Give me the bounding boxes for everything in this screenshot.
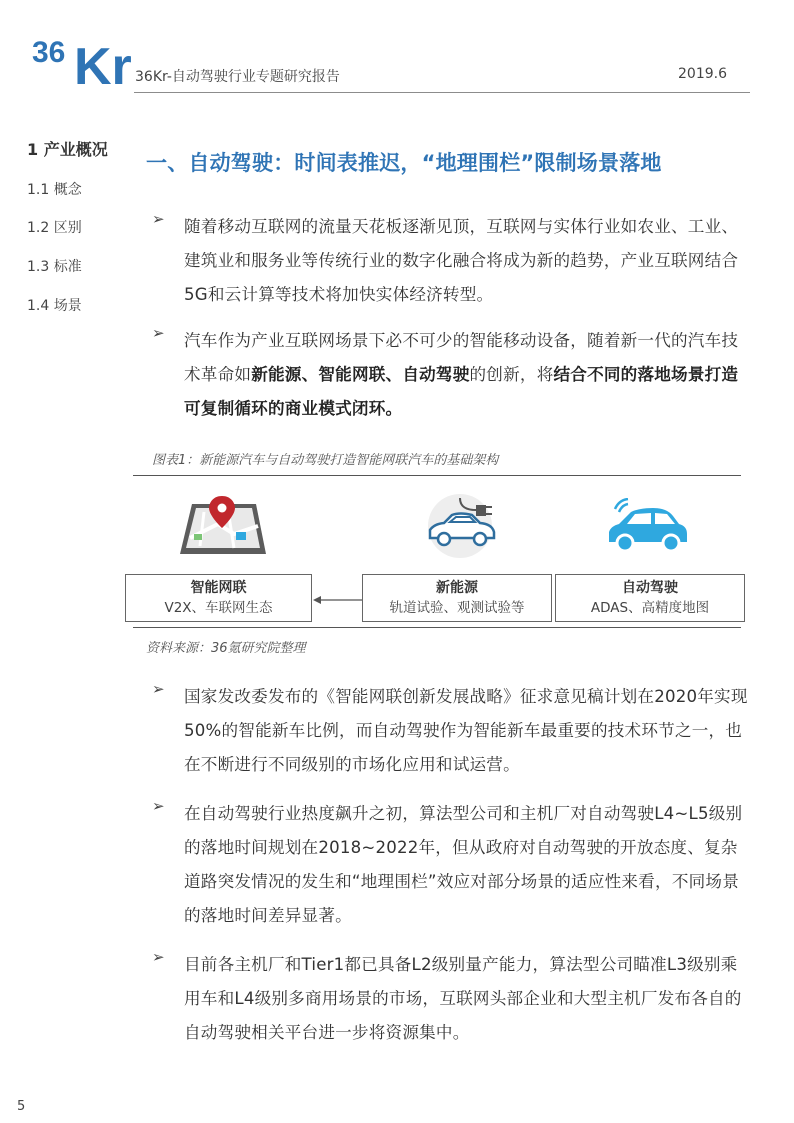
- header-date: 2019.6: [678, 66, 727, 82]
- figure-caption: 图表1：新能源汽车与自动驾驶打造智能网联汽车的基础架构: [152, 453, 499, 468]
- bullet-arrow-icon: ➢: [152, 324, 165, 342]
- bullet-text-plain: 的创新，将: [469, 365, 554, 384]
- figure-box-connected: [125, 574, 312, 622]
- header-divider: [134, 92, 750, 93]
- bullet-text-bold: 新能源、智能网联、自动驾驶: [251, 365, 470, 384]
- figure-bottom-rule: [133, 627, 741, 628]
- box-title: 新能源: [436, 580, 478, 596]
- box-title: 智能网联: [190, 580, 247, 596]
- logo-kr-text: Kr: [74, 38, 132, 90]
- box-subtitle: 轨道试验、观测试验等: [389, 600, 525, 616]
- bullet-text: 随着移动互联网的流量天花板逐渐见顶，互联网与实体行业如农业、工业、建筑业和服务业等传统行业的数字化融合将成为新的趋势，产业互联网结合5G和云计算等技术将加快实体经济转型。: [184, 217, 739, 304]
- logo-36-text: 36: [32, 36, 66, 69]
- box-subtitle: V2X、车联网生态: [164, 600, 273, 616]
- arrow-left-icon: [312, 592, 362, 606]
- bullet-text: [184, 324, 750, 426]
- figure-box-new-energy: [362, 574, 552, 622]
- bullet-text-plain: 汽车作为产业互联网场景下必不可少的智能移动设备，随着新一代的汽车技术革命如: [184, 331, 739, 384]
- bullet-text: 在自动驾驶行业热度飙升之初，算法型公司和主机厂对自动驾驶L4~L5级别的落地时间规划在2018~2022年，但从政府对自动驾驶的开放态度、复杂道路突发情况的发生和“地理围栏”效应对部分场景的适应性来看，不同场景的落地时间差异显著。: [184, 804, 743, 925]
- figure-box-autonomous: [555, 574, 745, 622]
- logo-36kr: [30, 28, 140, 90]
- bullet-text: 目前各主机厂和Tier1都已具备L2级别量产能力，算法型公司瞄准L3级别乘用车和L4级别多商用场景的市场，互联网头部企业和大型主机厂发布各自的自动驾驶相关平台进一步将资源集中。: [184, 955, 742, 1042]
- bullet-paragraph: [150, 324, 750, 426]
- box-subtitle: ADAS、高精度地图: [590, 600, 710, 616]
- bullet-paragraph: [150, 210, 750, 312]
- bullet-arrow-icon: ➢: [152, 210, 165, 228]
- bullet-paragraph: [150, 797, 750, 933]
- page-number: 5: [17, 1099, 26, 1114]
- connected-car-icon: [605, 498, 689, 558]
- sidebar-item-standard[interactable]: 1.3 标准: [27, 259, 82, 275]
- sidebar-item-difference[interactable]: 1.2 区别: [27, 220, 82, 236]
- bullet-arrow-icon: ➢: [152, 680, 165, 698]
- box-title: 自动驾驶: [622, 580, 678, 596]
- sidebar-item-scenario[interactable]: 1.4 场景: [27, 298, 82, 314]
- bullet-paragraph: [150, 680, 750, 782]
- bullet-paragraph: [150, 948, 750, 1050]
- figure-top-rule: [133, 475, 741, 476]
- tablet-map-pin-icon: [178, 494, 268, 558]
- bullet-text-bold: 结合不同的落地场景打造可复制循环的商业模式闭环。: [184, 365, 739, 418]
- sidebar-item-concept[interactable]: 1.1 概念: [27, 182, 82, 198]
- header-title: 36Kr-自动驾驶行业专题研究报告: [135, 69, 340, 85]
- bullet-text: 国家发改委发布的《智能网联创新发展战略》征求意见稿计划在2020年实现50%的智能新车比例，而自动驾驶作为智能新车最重要的技术环节之一，也在不断进行不同级别的市场化应用和试运营。: [184, 687, 748, 774]
- figure-source: 资料来源：36氪研究院整理: [146, 641, 306, 656]
- sidebar-section-title[interactable]: 1 产业概况: [27, 140, 108, 159]
- section-heading: 一、自动驾驶：时间表推迟，“地理围栏”限制场景落地: [146, 151, 662, 175]
- bullet-arrow-icon: ➢: [152, 948, 165, 966]
- electric-car-plug-icon: [420, 490, 500, 560]
- bullet-arrow-icon: ➢: [152, 797, 165, 815]
